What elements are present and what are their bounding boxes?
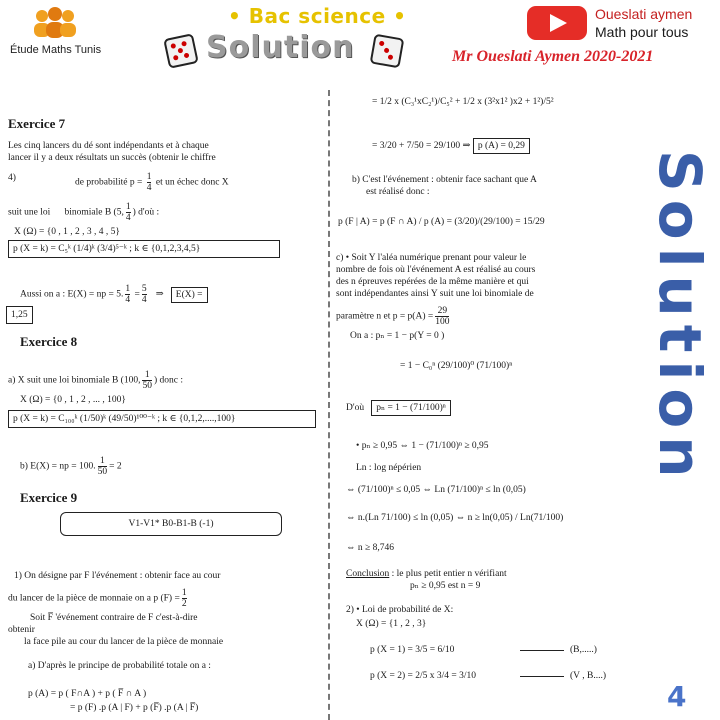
expectation-value: 1,25 xyxy=(6,306,33,324)
text-line: paramètre n et p = p(A) = $\frac{29}{100}$ xyxy=(336,306,450,327)
urn-composition: V1-V1* B0-B1-B (-1) xyxy=(128,519,214,529)
sample-space: X (Ω) = {0 , 1 , 2 , 3 , 4 , 5} xyxy=(14,227,120,237)
text-line: suit une loi binomiale B (5, $\frac{1}{4}$ ) d'où : xyxy=(8,202,160,223)
author-line: Mr Oueslati Aymen 2020-2021 xyxy=(452,48,654,65)
exercise-8-title: Exercice 8 xyxy=(20,334,78,349)
logo xyxy=(28,6,82,40)
logo-people-icon xyxy=(28,6,82,40)
formula-line: p (X = 2) = 2/5 x 3/4 = 3/10 xyxy=(370,671,477,681)
formula-line: = 1/2 x (C₃¹xC₂¹)/C₅² + 1/2 x (3²x1² )x2 + 1²)/5² xyxy=(372,97,554,107)
expectation-line: b) E(X) = np = 100. $\frac{1}{50}$ = 2 xyxy=(20,456,122,477)
brand-caption: Étude Maths Tunis xyxy=(10,44,102,56)
channel-tagline: Math pour tous xyxy=(595,24,689,40)
formula-line: On a : pₙ = 1 − p(Y = 0 ) xyxy=(350,331,445,341)
outcome-label: (V , B....) xyxy=(570,671,606,681)
formula-line: p (X = 1) = 3/5 = 6/10 xyxy=(370,645,455,655)
dice-icon xyxy=(163,33,199,69)
text-line: 2) • Loi de probabilité de X: xyxy=(346,605,454,615)
text-line: 1) On désigne par F l'événement : obtenir face au cour xyxy=(14,571,221,581)
text-line: Ln : log népérien xyxy=(356,463,422,473)
text-line: a) D'après le principe de probabilité totale on a : xyxy=(28,661,211,671)
formula-line: ⇔ n.(Ln 71/100) ≤ ln (0,05) ⇔ n ≥ ln(0,05) / Ln(71/100) xyxy=(346,513,564,523)
text-line: nombre de fois où l'événement A est réalisé au cours xyxy=(336,265,536,275)
formula-line: D'où pₙ = 1 − (71/100)ⁿ xyxy=(346,402,451,414)
formula-line: p (F | A) = p (F ∩ A) / p (A) = (3/20)/(29/100) = 15/29 xyxy=(338,217,545,227)
sample-space: X (Ω) = {1 , 2 , 3} xyxy=(356,619,427,629)
formula-line: ⇔ (71/100)ⁿ ≤ 0,05 ⇔ Ln (71/100)ⁿ ≤ ln (0,05) xyxy=(346,485,526,495)
text-line: des n épreuves repérées de la même manière et qui xyxy=(336,277,529,287)
text-line: la face pile au cour du lancer de la pièce de monnaie xyxy=(24,637,224,647)
text-line: lancer il y a deux résultats un succès (obtenir le chiffre xyxy=(8,153,216,163)
expectation-line: Aussi on a : E(X) = np = 5. $\frac{1}{4}$ = $\frac{5}{4}$ ⇒ E(X) = xyxy=(20,284,208,305)
solution-title: Solution xyxy=(206,30,355,65)
binomial-law-box: p (X = k) = C₅ᵏ (1/4)ᵏ (3/4)⁵⁻ᵏ ; k ∈ {0,1,2,3,4,5} xyxy=(8,240,280,258)
text-line: du lancer de la pièce de monnaie on a p (F) = $\frac{1}{2}$ xyxy=(8,588,187,609)
urn-composition-box xyxy=(60,512,282,536)
channel-name: Oueslati aymen xyxy=(595,6,693,22)
text-line: de probabilité p = $\frac{1}{4}$ et un échec donc X xyxy=(75,172,229,193)
play-icon xyxy=(550,14,567,32)
formula-line: p (A) = p ( F∩A ) + p ( F̅ ∩ A ) xyxy=(28,689,147,699)
formula-line: = p (F) .p (A | F) + p (F̅) .p (A | F̅) xyxy=(70,703,199,713)
formula-line: • pₙ ≥ 0,95 ⇔ 1 − (71/100)ⁿ ≥ 0,95 xyxy=(356,441,489,451)
sample-space: X (Ω) = {0 , 1 , 2 , ... , 100} xyxy=(20,395,126,405)
text-line: 4) xyxy=(8,173,16,183)
page-number: 4 xyxy=(667,680,687,713)
conclusion-line: pₙ ≥ 0,95 est n = 9 xyxy=(410,581,481,591)
text-line: est réalisé donc : xyxy=(366,187,430,197)
conclusion-line: Conclusion : le plus petit entier n vérifiant xyxy=(346,569,507,579)
exercise-9-title: Exercice 9 xyxy=(20,490,78,505)
text-line: obtenir xyxy=(8,625,35,635)
arrow-icon xyxy=(520,650,564,651)
formula-line: = 1 − C₀ⁿ (29/100)⁰ (71/100)ⁿ xyxy=(400,361,513,371)
text-line: sont indépendantes ainsi Y suit une loi binomiale de xyxy=(336,289,534,299)
text-line: a) X suit une loi binomiale B (100, $\frac{1}{50}$ ) donc : xyxy=(8,370,183,391)
side-solution-title: Solution xyxy=(646,150,714,486)
text-line: Soit F̅ 'événement contraire de F c'est-à-dire xyxy=(30,613,198,623)
exercise-7-title: Exercice 7 xyxy=(8,116,66,131)
formula-line: ⇔ n ≥ 8,746 xyxy=(346,543,394,553)
column-divider xyxy=(328,90,330,720)
dice-icon xyxy=(370,34,405,69)
formula-line: = 3/20 + 7/50 = 29/100 ⇒ p (A) = 0,29 xyxy=(372,140,530,152)
text-line: Les cinq lancers du dé sont indépendants et à chaque xyxy=(8,141,209,151)
text-line: b) C'est l'événement : obtenir face sachant que A xyxy=(352,175,537,185)
bac-title: • Bac science • xyxy=(228,4,407,28)
outcome-label: (B,.....) xyxy=(570,645,597,655)
text-line: c) • Soit Y l'aléa numérique prenant pour valeur le xyxy=(336,253,527,263)
arrow-icon xyxy=(520,676,564,677)
binomial-law-box: p (X = k) = C₁₀₀ᵏ (1/50)ᵏ (49/50)¹⁰⁰⁻ᵏ ; k ∈ {0,1,2,....,100} xyxy=(8,410,316,428)
